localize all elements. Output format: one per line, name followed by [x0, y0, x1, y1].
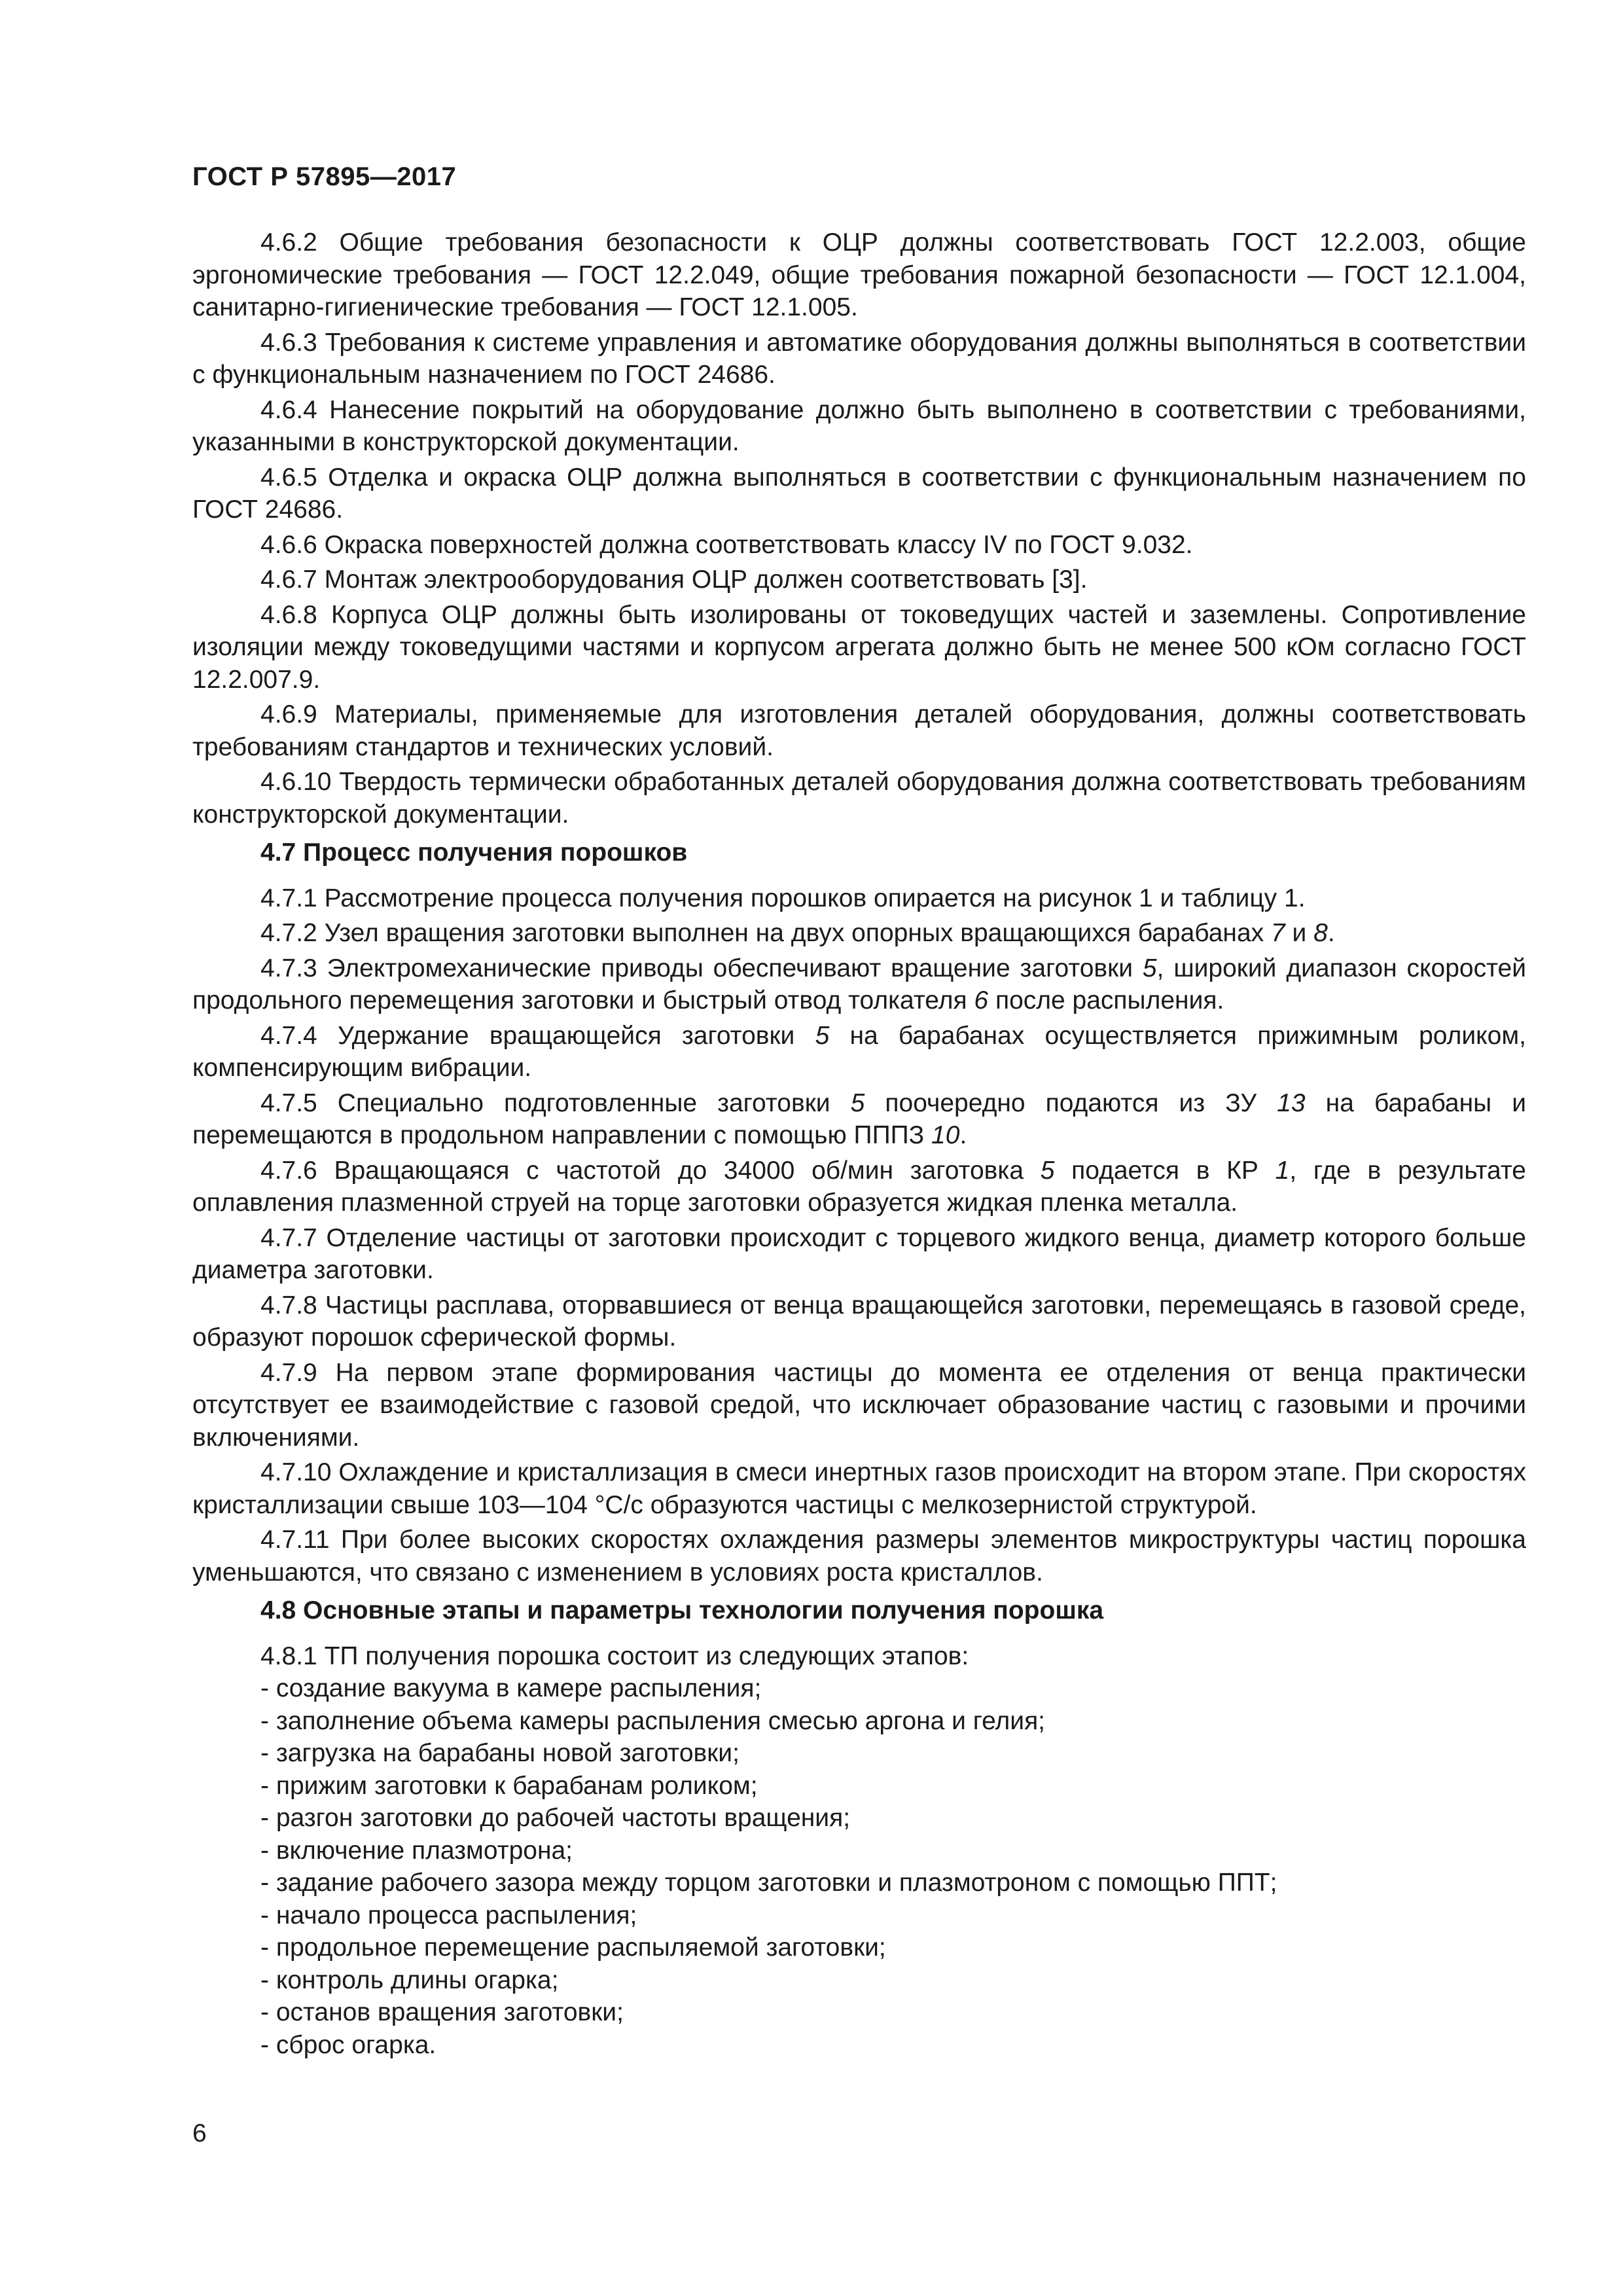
- ref-number: 5: [815, 1021, 830, 1050]
- paragraph-4-7-4: [192, 1020, 1526, 1085]
- ref-number: 13: [1277, 1088, 1306, 1117]
- paragraph-4-6-9: 4.6.9 Материалы, применяемые для изготовления деталей оборудования, должны соответствовать требованиям стандартов и технических условий.: [192, 700, 1526, 761]
- paragraph-4-7-6: [192, 1155, 1526, 1219]
- paragraph-4-6-2: 4.6.2 Общие требования безопасности к ОЦР должны соответствовать ГОСТ 12.2.003, общие эргономические требования — ГОСТ 12.2.049, общие требования пожарной безопасности — ГОСТ 12.1.004, санитарно-гигиенические требования — ГОСТ 12.1.005.: [192, 228, 1526, 321]
- section-heading-4-7: 4.7 Процесс получения порошков: [260, 838, 688, 867]
- text-run: на барабаны и перемещаются в продольном направлении с помощью ПППЗ: [192, 1088, 1527, 1149]
- page-number: 6: [192, 2119, 207, 2147]
- ref-number: 1: [1275, 1156, 1290, 1185]
- ref-number: 5: [850, 1088, 865, 1117]
- paragraph-4-7-11: 4.7.11 При более высоких скоростях охлаждения размеры элементов микроструктуры частиц порошка уменьшаются, что связано с изменением в условиях роста кристаллов.: [192, 1526, 1526, 1587]
- list-item: - заполнение объема камеры распыления смесью аргона и гелия;: [260, 1706, 1046, 1735]
- paragraph-4-7-8: 4.7.8 Частицы расплава, оторвавшиеся от венца вращающейся заготовки, перемещаясь в газовой среде, образуют порошок сферической формы.: [192, 1291, 1526, 1352]
- text-run: 4.7.4 Удержание вращающейся заготовки: [260, 1021, 815, 1050]
- paragraph-4-8-1: 4.8.1 ТП получения порошка состоит из следующих этапов:: [260, 1641, 969, 1670]
- paragraph-4-7-2: [192, 917, 1526, 950]
- paragraph-4-6-6: 4.6.6 Окраска поверхностей должна соответствовать классу IV по ГОСТ 9.032.: [260, 530, 1193, 559]
- text-run: 4.7.6 Вращающаяся с частотой до 34000 об/мин заготовка: [260, 1156, 1041, 1185]
- list-item: - разгон заготовки до рабочей частоты вращения;: [260, 1804, 851, 1832]
- ref-number: 5: [1040, 1156, 1055, 1185]
- text-run: на барабанах осуществляется прижимным роликом, компенсирующим вибрации.: [192, 1021, 1527, 1082]
- paragraph-4-7-1: 4.7.1 Рассмотрение процесса получения порошков опирается на рисунок 1 и таблицу 1.: [260, 884, 1306, 912]
- text-run: .: [959, 1121, 967, 1149]
- list-item: - контроль длины огарка;: [260, 1965, 559, 1994]
- list-item: - включение плазмотрона;: [260, 1836, 573, 1865]
- list-item: - начало процесса распыления;: [260, 1901, 637, 1929]
- list-item: - прижим заготовки к барабанам роликом;: [260, 1771, 758, 1800]
- list-item: - сброс огарка.: [260, 2030, 437, 2059]
- text-run: 4.7.3 Электромеханические приводы обеспечивают вращение заготовки: [260, 954, 1143, 982]
- paragraph-4-7-7: 4.7.7 Отделение частицы от заготовки происходит с торцевого жидкого венца, диаметр которого больше диаметра заготовки.: [192, 1223, 1526, 1284]
- section-heading-4-8: 4.8 Основные этапы и параметры технологии получения порошка: [260, 1596, 1104, 1624]
- ref-number: 5: [1142, 954, 1157, 982]
- list-item: - загрузка на барабаны новой заготовки;: [260, 1739, 740, 1767]
- paragraph-4-7-5: [192, 1087, 1526, 1152]
- document-body: [192, 226, 1526, 2061]
- paragraph-4-6-8: 4.6.8 Корпуса ОЦР должны быть изолированы от токоведущих частей и заземлены. Сопротивление изоляции между токоведущими частями и корпусом агрегата должно быть не менее 500 кОм согласно ГОСТ 12.2.007.9.: [192, 600, 1526, 694]
- text-run: поочередно подаются из ЗУ: [865, 1088, 1277, 1117]
- text-run: и: [1285, 919, 1314, 947]
- paragraph-4-6-4: 4.6.4 Нанесение покрытий на оборудование должно быть выполнено в соответствии с требованиями, указанными в конструкторской документации.: [192, 395, 1526, 456]
- paragraph-4-6-7: 4.6.7 Монтаж электрооборудования ОЦР должен соответствовать [3].: [260, 565, 1088, 594]
- document-header: ГОСТ Р 57895—2017: [192, 162, 457, 191]
- list-item: - создание вакуума в камере распыления;: [260, 1674, 762, 1702]
- text-run: , широкий диапазон скоростей продольного перемещения заготовки и быстрый отвод толкателя: [192, 954, 1526, 1014]
- text-run: 4.7.2 Узел вращения заготовки выполнен на двух опорных вращающихся барабанах: [260, 919, 1271, 947]
- ref-number: 10: [931, 1121, 960, 1149]
- list-item: - задание рабочего зазора между торцом заготовки и плазмотроном с помощью ППТ;: [260, 1869, 1277, 1897]
- text-run: 4.7.5 Специально подготовленные заготовки: [260, 1088, 851, 1117]
- paragraph-4-7-10: 4.7.10 Охлаждение и кристаллизация в смеси инертных газов происходит на втором этапе. При скоростях кристаллизации свыше 103—104 °С/с образуются частицы с мелкозернистой структурой.: [192, 1458, 1526, 1519]
- text-run: подается в КР: [1054, 1156, 1275, 1185]
- ref-number: 7: [1271, 919, 1285, 947]
- steps-list: [192, 1672, 1526, 2061]
- text-run: .: [1327, 919, 1335, 947]
- paragraph-4-7-3: [192, 952, 1526, 1017]
- paragraph-4-6-5: 4.6.5 Отделка и окраска ОЦР должна выполняться в соответствии с функциональным назначением по ГОСТ 24686.: [192, 463, 1526, 524]
- text-run: , где в результате оплавления плазменной струей на торце заготовки образуется жидкая пленка металла.: [192, 1156, 1526, 1217]
- list-item: - останов вращения заготовки;: [260, 1998, 624, 2026]
- text-run: после распыления.: [988, 986, 1224, 1014]
- ref-number: 6: [974, 986, 989, 1014]
- paragraph-4-6-3: 4.6.3 Требования к системе управления и автоматике оборудования должны выполняться в соответствии с функциональным назначением по ГОСТ 24686.: [192, 328, 1526, 389]
- ref-number: 8: [1313, 919, 1328, 947]
- list-item: - продольное перемещение распыляемой заготовки;: [260, 1933, 886, 1962]
- paragraph-4-7-9: 4.7.9 На первом этапе формирования частицы до момента ее отделения от венца практически отсутствует ее взаимодействие с газовой средой, что исключает образование частиц с газовыми и прочими включениями.: [192, 1358, 1526, 1452]
- paragraph-4-6-10: 4.6.10 Твердость термически обработанных деталей оборудования должна соответствовать требованиям конструкторской документации.: [192, 768, 1526, 829]
